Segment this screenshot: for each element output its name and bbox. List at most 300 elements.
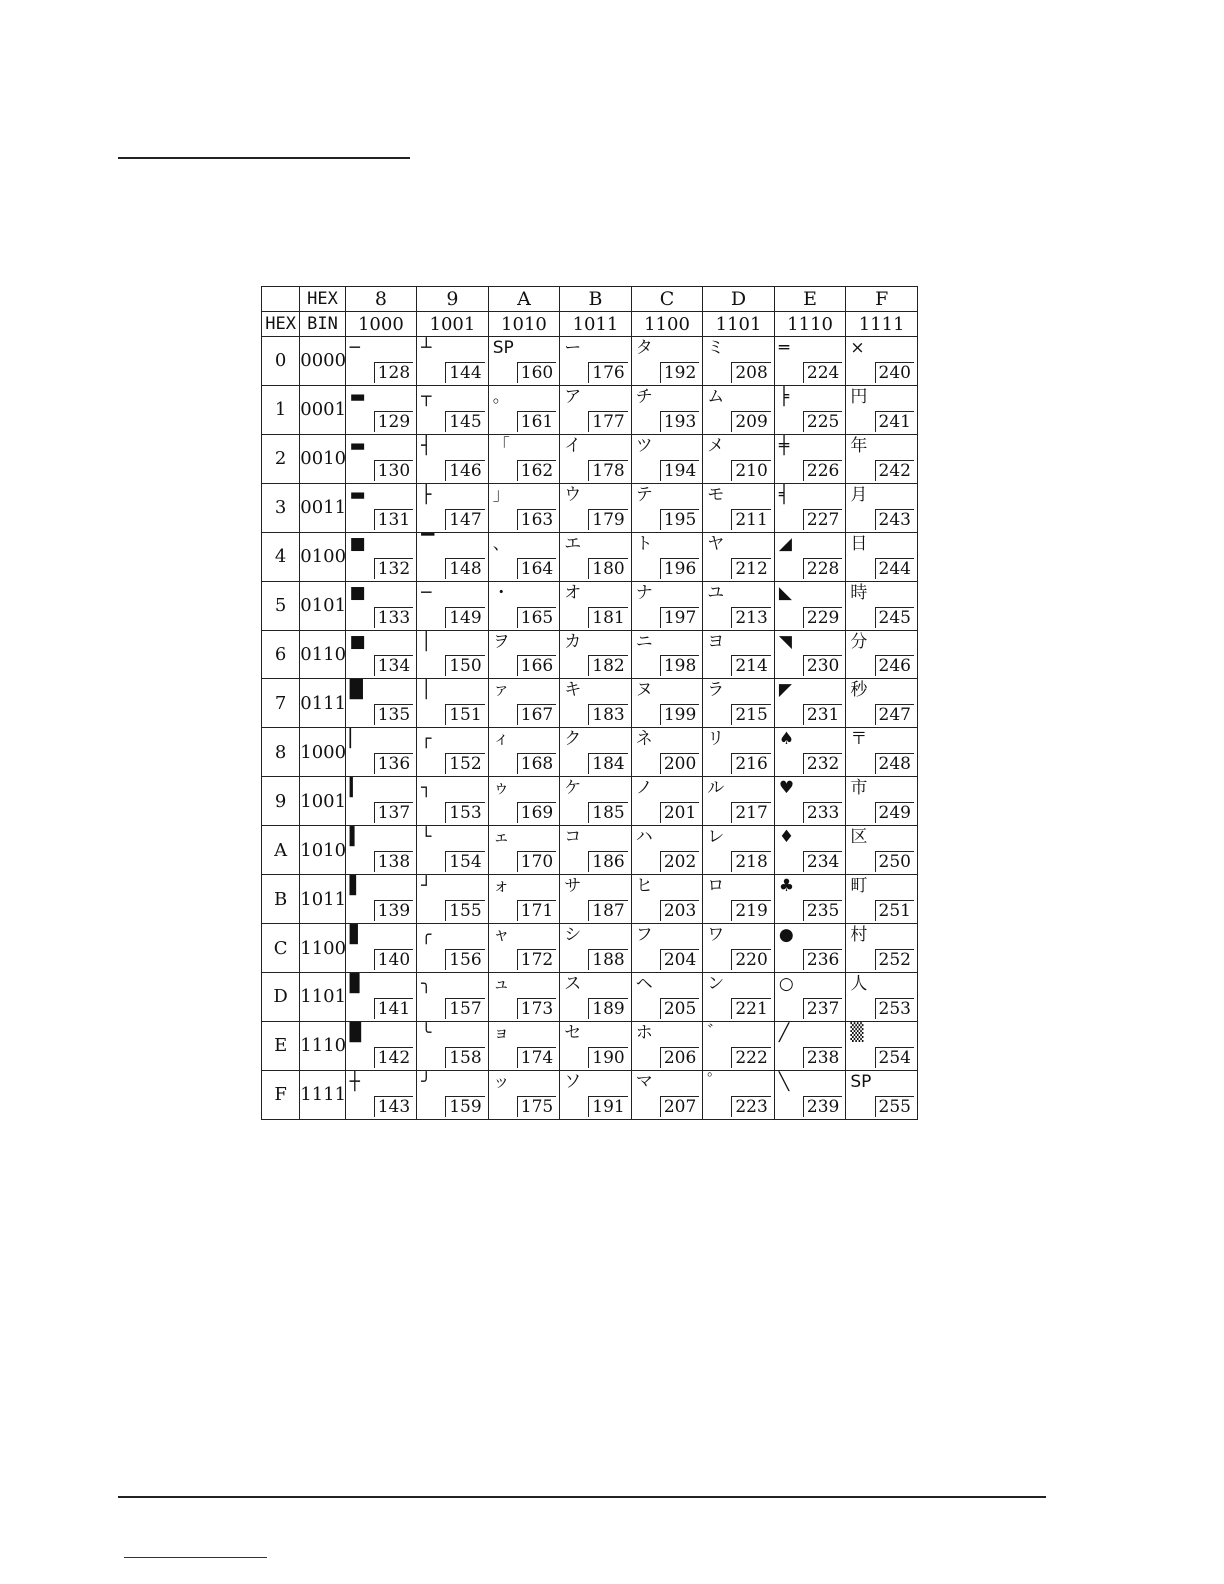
bin-label: BIN — [300, 312, 345, 337]
column-hex-A: A — [488, 287, 560, 312]
code-cell-215 — [703, 679, 775, 728]
character-glyph: エ — [564, 533, 582, 554]
row-bin-0000: 0000 — [300, 337, 345, 386]
decimal-code: 226 — [803, 460, 842, 481]
code-cell-205 — [631, 973, 703, 1022]
code-cell-218 — [703, 826, 775, 875]
row-hex-9: 9 — [262, 777, 300, 826]
code-cell-209 — [703, 385, 775, 434]
decimal-code: 241 — [875, 411, 914, 432]
column-bin-1000: 1000 — [345, 312, 417, 337]
decimal-code: 137 — [374, 802, 413, 823]
character-glyph: └ — [421, 827, 432, 848]
code-cell-186 — [560, 826, 632, 875]
character-glyph: 市 — [850, 778, 868, 799]
character-glyph: ◤ — [778, 680, 792, 701]
code-cell-229 — [774, 581, 846, 630]
code-cell-234 — [774, 826, 846, 875]
code-cell-173 — [488, 973, 560, 1022]
decimal-code: 165 — [517, 607, 556, 628]
decimal-code: 245 — [875, 607, 914, 628]
code-cell-157 — [417, 973, 489, 1022]
row-hex-F: F — [262, 1070, 300, 1119]
character-glyph: ▋ — [349, 925, 363, 946]
code-cell-245 — [846, 581, 918, 630]
character-glyph: │ — [421, 631, 432, 652]
character-glyph: ╪ — [778, 435, 790, 456]
code-cell-177 — [560, 385, 632, 434]
decimal-code: 224 — [803, 362, 842, 383]
code-cell-217 — [703, 777, 775, 826]
decimal-code: 252 — [875, 949, 914, 970]
character-glyph: イ — [564, 435, 582, 456]
column-bin-1110: 1110 — [774, 312, 846, 337]
decimal-code: 196 — [660, 558, 699, 579]
character-glyph: ミ — [707, 338, 725, 359]
row-hex-5: 5 — [262, 581, 300, 630]
code-cell-197 — [631, 581, 703, 630]
table-row — [262, 973, 918, 1022]
column-bin-1001: 1001 — [417, 312, 489, 337]
code-cell-204 — [631, 924, 703, 973]
decimal-code: 146 — [445, 460, 484, 481]
code-cell-203 — [631, 875, 703, 924]
decimal-code: 223 — [731, 1096, 770, 1117]
decimal-code: 140 — [374, 949, 413, 970]
decimal-code: 231 — [803, 704, 842, 725]
code-cell-235 — [774, 875, 846, 924]
column-hex-9: 9 — [417, 287, 489, 312]
code-cell-150 — [417, 630, 489, 679]
code-cell-212 — [703, 532, 775, 581]
character-glyph: ェ — [492, 827, 510, 848]
code-cell-136 — [345, 728, 417, 777]
code-cell-202 — [631, 826, 703, 875]
character-glyph: ♣ — [778, 876, 795, 897]
character-glyph: ヤ — [707, 533, 725, 554]
table-row — [262, 826, 918, 875]
decimal-code: 170 — [517, 851, 556, 872]
decimal-code: 238 — [803, 1047, 842, 1068]
row-bin-0010: 0010 — [300, 434, 345, 483]
code-cell-237 — [774, 973, 846, 1022]
code-cell-190 — [560, 1021, 632, 1070]
decimal-code: 141 — [374, 998, 413, 1019]
code-cell-231 — [774, 679, 846, 728]
decimal-code: 133 — [374, 607, 413, 628]
decimal-code: 248 — [875, 753, 914, 774]
character-glyph: ワ — [707, 925, 725, 946]
decimal-code: 191 — [588, 1096, 627, 1117]
hex-label-top: HEX — [300, 287, 345, 312]
code-cell-251 — [846, 875, 918, 924]
table-row — [262, 777, 918, 826]
decimal-code: 162 — [517, 460, 556, 481]
decimal-code: 215 — [731, 704, 770, 725]
table-row — [262, 924, 918, 973]
character-glyph: レ — [707, 827, 725, 848]
code-cell-188 — [560, 924, 632, 973]
code-cell-155 — [417, 875, 489, 924]
character-glyph: ヨ — [707, 631, 725, 652]
character-glyph: 町 — [850, 876, 868, 897]
character-glyph: ィ — [492, 729, 510, 750]
corner-cell — [262, 287, 300, 312]
decimal-code: 187 — [588, 900, 627, 921]
decimal-code: 210 — [731, 460, 770, 481]
code-cell-187 — [560, 875, 632, 924]
character-glyph: テ — [635, 484, 653, 505]
character-glyph: ウ — [564, 484, 582, 505]
decimal-code: 197 — [660, 607, 699, 628]
decimal-code: 230 — [803, 655, 842, 676]
character-glyph: 「 — [492, 435, 510, 456]
row-hex-2: 2 — [262, 434, 300, 483]
hex-label-left: HEX — [262, 312, 300, 337]
code-cell-138 — [345, 826, 417, 875]
decimal-code: 144 — [445, 362, 484, 383]
decimal-code: 173 — [517, 998, 556, 1019]
character-glyph: █ — [349, 680, 363, 701]
character-glyph: ┐ — [421, 778, 432, 799]
decimal-code: 128 — [374, 362, 413, 383]
code-cell-253 — [846, 973, 918, 1022]
character-glyph: ケ — [564, 778, 582, 799]
row-hex-B: B — [262, 875, 300, 924]
decimal-code: 150 — [445, 655, 484, 676]
code-cell-167 — [488, 679, 560, 728]
code-cell-159 — [417, 1070, 489, 1119]
decimal-code: 138 — [374, 851, 413, 872]
character-glyph: ャ — [492, 925, 510, 946]
decimal-code: 236 — [803, 949, 842, 970]
row-bin-1000: 1000 — [300, 728, 345, 777]
code-cell-174 — [488, 1021, 560, 1070]
table-row — [262, 483, 918, 532]
code-cell-223 — [703, 1070, 775, 1119]
character-glyph: 村 — [850, 925, 868, 946]
row-bin-0101: 0101 — [300, 581, 345, 630]
decimal-code: 209 — [731, 411, 770, 432]
decimal-code: 181 — [588, 607, 627, 628]
decimal-code: 149 — [445, 607, 484, 628]
decimal-code: 249 — [875, 802, 914, 823]
decimal-code: 202 — [660, 851, 699, 872]
decimal-code: 166 — [517, 655, 556, 676]
code-cell-211 — [703, 483, 775, 532]
code-cell-227 — [774, 483, 846, 532]
code-cell-146 — [417, 434, 489, 483]
character-glyph: 日 — [850, 533, 868, 554]
decimal-code: 157 — [445, 998, 484, 1019]
character-glyph: ♠ — [778, 729, 795, 750]
decimal-code: 251 — [875, 900, 914, 921]
character-glyph: 秒 — [850, 680, 868, 701]
character-glyph: ▎ — [349, 778, 363, 799]
code-cell-153 — [417, 777, 489, 826]
character-glyph: ン — [707, 974, 725, 995]
row-bin-0011: 0011 — [300, 483, 345, 532]
decimal-code: 134 — [374, 655, 413, 676]
character-glyph: 円 — [850, 386, 868, 407]
decimal-code: 239 — [803, 1096, 842, 1117]
table-row — [262, 728, 918, 777]
code-cell-232 — [774, 728, 846, 777]
code-cell-178 — [560, 434, 632, 483]
character-glyph: カ — [564, 631, 582, 652]
decimal-code: 178 — [588, 460, 627, 481]
decimal-code: 206 — [660, 1047, 699, 1068]
character-glyph: ╲ — [778, 1071, 790, 1092]
code-cell-191 — [560, 1070, 632, 1119]
code-cell-206 — [631, 1021, 703, 1070]
decimal-code: 229 — [803, 607, 842, 628]
decimal-code: 204 — [660, 949, 699, 970]
decimal-code: 156 — [445, 949, 484, 970]
decimal-code: 233 — [803, 802, 842, 823]
code-cell-158 — [417, 1021, 489, 1070]
table-row — [262, 532, 918, 581]
table-row — [262, 1021, 918, 1070]
code-cell-226 — [774, 434, 846, 483]
code-cell-149 — [417, 581, 489, 630]
code-cell-193 — [631, 385, 703, 434]
character-glyph: メ — [707, 435, 725, 456]
code-cell-131 — [345, 483, 417, 532]
decimal-code: 205 — [660, 998, 699, 1019]
decimal-code: 180 — [588, 558, 627, 579]
character-glyph: ー — [564, 338, 582, 359]
code-cell-236 — [774, 924, 846, 973]
character-glyph: ・ — [492, 582, 510, 603]
decimal-code: 193 — [660, 411, 699, 432]
code-cell-152 — [417, 728, 489, 777]
decimal-code: 242 — [875, 460, 914, 481]
decimal-code: 186 — [588, 851, 627, 872]
code-cell-164 — [488, 532, 560, 581]
row-bin-0111: 0111 — [300, 679, 345, 728]
decimal-code: 253 — [875, 998, 914, 1019]
code-cell-172 — [488, 924, 560, 973]
column-bin-1100: 1100 — [631, 312, 703, 337]
table-row — [262, 385, 918, 434]
code-cell-175 — [488, 1070, 560, 1119]
code-cell-196 — [631, 532, 703, 581]
code-cell-243 — [846, 483, 918, 532]
character-glyph: ┌ — [421, 729, 432, 750]
table-row — [262, 875, 918, 924]
character-glyph: ハ — [635, 827, 653, 848]
decimal-code: 182 — [588, 655, 627, 676]
character-glyph: セ — [564, 1022, 582, 1043]
row-bin-0001: 0001 — [300, 385, 345, 434]
character-glyph: ァ — [492, 680, 510, 701]
row-hex-6: 6 — [262, 630, 300, 679]
decimal-code: 232 — [803, 753, 842, 774]
character-glyph: ノ — [635, 778, 653, 799]
decimal-code: 219 — [731, 900, 770, 921]
code-cell-244 — [846, 532, 918, 581]
row-bin-1001: 1001 — [300, 777, 345, 826]
code-cell-246 — [846, 630, 918, 679]
code-cell-180 — [560, 532, 632, 581]
code-cell-221 — [703, 973, 775, 1022]
code-cell-161 — [488, 385, 560, 434]
character-glyph: ユ — [707, 582, 725, 603]
decimal-code: 183 — [588, 704, 627, 725]
decimal-code: 201 — [660, 802, 699, 823]
code-cell-132 — [345, 532, 417, 581]
decimal-code: 195 — [660, 509, 699, 530]
code-cell-240 — [846, 337, 918, 386]
code-cell-195 — [631, 483, 703, 532]
character-glyph: 時 — [850, 582, 868, 603]
decimal-code: 235 — [803, 900, 842, 921]
character-glyph: ナ — [635, 582, 653, 603]
character-glyph: ホ — [635, 1022, 653, 1043]
row-bin-1111: 1111 — [300, 1070, 345, 1119]
table-row — [262, 1070, 918, 1119]
decimal-code: 200 — [660, 753, 699, 774]
decimal-code: 208 — [731, 362, 770, 383]
code-cell-147 — [417, 483, 489, 532]
code-cell-134 — [345, 630, 417, 679]
row-hex-8: 8 — [262, 728, 300, 777]
row-bin-1011: 1011 — [300, 875, 345, 924]
code-cell-249 — [846, 777, 918, 826]
code-cell-154 — [417, 826, 489, 875]
character-glyph: ▒ — [850, 1022, 864, 1043]
character-glyph: チ — [635, 386, 653, 407]
decimal-code: 225 — [803, 411, 842, 432]
decimal-code: 152 — [445, 753, 484, 774]
character-glyph: シ — [564, 925, 582, 946]
character-glyph: SP — [850, 1071, 872, 1092]
character-glyph: ○ — [778, 974, 794, 995]
decimal-code: 174 — [517, 1047, 556, 1068]
character-glyph: ォ — [492, 876, 510, 897]
character-glyph: ╰ — [421, 1022, 432, 1043]
decimal-code: 211 — [731, 509, 770, 530]
code-cell-160 — [488, 337, 560, 386]
decimal-code: 246 — [875, 655, 914, 676]
code-cell-233 — [774, 777, 846, 826]
character-glyph: ト — [635, 533, 653, 554]
bottom-rule — [118, 1496, 1046, 1498]
decimal-code: 159 — [445, 1096, 484, 1117]
character-glyph: ╯ — [421, 1071, 432, 1092]
decimal-code: 155 — [445, 900, 484, 921]
decimal-code: 167 — [517, 704, 556, 725]
character-glyph: 区 — [850, 827, 868, 848]
decimal-code: 171 — [517, 900, 556, 921]
decimal-code: 227 — [803, 509, 842, 530]
character-glyph: マ — [635, 1071, 653, 1092]
row-hex-4: 4 — [262, 532, 300, 581]
code-cell-199 — [631, 679, 703, 728]
code-cell-171 — [488, 875, 560, 924]
character-glyph: ツ — [635, 435, 653, 456]
code-cell-189 — [560, 973, 632, 1022]
decimal-code: 237 — [803, 998, 842, 1019]
character-glyph: ロ — [707, 876, 725, 897]
code-cell-208 — [703, 337, 775, 386]
decimal-code: 175 — [517, 1096, 556, 1117]
code-cell-179 — [560, 483, 632, 532]
decimal-code: 154 — [445, 851, 484, 872]
code-cell-163 — [488, 483, 560, 532]
code-cell-247 — [846, 679, 918, 728]
decimal-code: 240 — [875, 362, 914, 383]
code-cell-238 — [774, 1021, 846, 1070]
code-cell-181 — [560, 581, 632, 630]
character-glyph: ♦ — [778, 827, 795, 848]
character-glyph: 」 — [492, 484, 510, 505]
character-glyph: サ — [564, 876, 582, 897]
character-glyph: SP — [492, 338, 514, 359]
code-cell-129 — [345, 385, 417, 434]
character-glyph: ╡ — [778, 484, 790, 505]
header-row-hex — [262, 287, 918, 312]
character-glyph: ═ — [778, 338, 790, 359]
row-bin-0100: 0100 — [300, 532, 345, 581]
table-row — [262, 337, 918, 386]
decimal-code: 188 — [588, 949, 627, 970]
character-glyph: ▬ — [349, 484, 366, 505]
decimal-code: 136 — [374, 753, 413, 774]
code-cell-184 — [560, 728, 632, 777]
row-bin-1100: 1100 — [300, 924, 345, 973]
column-hex-F: F — [846, 287, 918, 312]
character-glyph: │ — [421, 680, 432, 701]
character-glyph: ヌ — [635, 680, 653, 701]
character-glyph: ╮ — [421, 974, 432, 995]
character-glyph: ♥ — [778, 778, 795, 799]
character-glyph: ▉ — [349, 1022, 363, 1043]
decimal-code: 177 — [588, 411, 627, 432]
character-glyph: ▬ — [349, 435, 366, 456]
decimal-code: 198 — [660, 655, 699, 676]
decimal-code: 179 — [588, 509, 627, 530]
decimal-code: 184 — [588, 753, 627, 774]
decimal-code: 255 — [875, 1096, 914, 1117]
decimal-code: 145 — [445, 411, 484, 432]
decimal-code: 139 — [374, 900, 413, 921]
decimal-code: 222 — [731, 1047, 770, 1068]
code-cell-216 — [703, 728, 775, 777]
code-cell-242 — [846, 434, 918, 483]
row-hex-0: 0 — [262, 337, 300, 386]
code-cell-200 — [631, 728, 703, 777]
character-glyph: フ — [635, 925, 653, 946]
decimal-code: 244 — [875, 558, 914, 579]
row-hex-1: 1 — [262, 385, 300, 434]
footer-rule — [124, 1557, 267, 1558]
code-cell-214 — [703, 630, 775, 679]
character-glyph: ヒ — [635, 876, 653, 897]
code-cell-168 — [488, 728, 560, 777]
character-glyph: タ — [635, 338, 653, 359]
decimal-code: 160 — [517, 362, 556, 383]
character-glyph: ─ — [349, 338, 360, 359]
code-cell-141 — [345, 973, 417, 1022]
character-glyph: ソ — [564, 1071, 582, 1092]
decimal-code: 163 — [517, 509, 556, 530]
character-glyph: ■ — [349, 533, 366, 554]
code-cell-142 — [345, 1021, 417, 1070]
decimal-code: 151 — [445, 704, 484, 725]
character-glyph: ┼ — [349, 1071, 360, 1092]
